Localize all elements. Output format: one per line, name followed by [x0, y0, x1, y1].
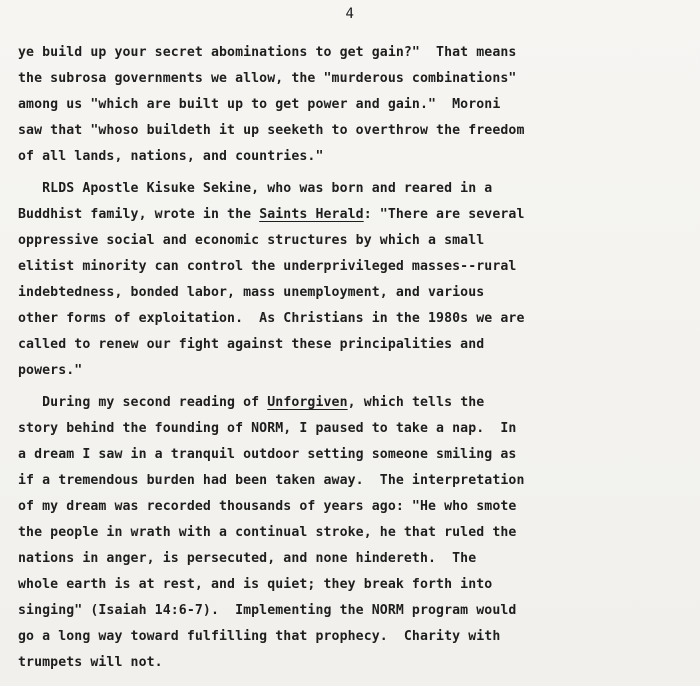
text-segment: of my dream was recorded thousands of years ago: "He who smote: [18, 499, 517, 514]
text-segment: nations in anger, is persecuted, and none hindereth. The: [18, 551, 477, 566]
paragraph-1: [18, 40, 688, 170]
text-line: [18, 280, 688, 306]
page-number: 4: [345, 6, 355, 22]
text-line: [18, 520, 688, 546]
text-segment: trumpets will not.: [18, 655, 163, 670]
text-line: [18, 468, 688, 494]
text-segment: a dream I saw in a tranquil outdoor setting someone smiling as: [18, 447, 517, 462]
text-segment: the subrosa governments we allow, the "murderous combinations": [18, 71, 517, 86]
underlined-title: Unforgiven: [267, 395, 348, 410]
text-line: [18, 228, 688, 254]
text-line: [18, 390, 688, 416]
paragraph-3: [18, 390, 688, 676]
text-line: [18, 624, 688, 650]
text-line: [18, 306, 688, 332]
text-line: [18, 572, 688, 598]
text-segment: of all lands, nations, and countries.": [18, 149, 324, 164]
text-segment: called to renew our fight against these principalities and: [18, 337, 485, 352]
text-line: [18, 546, 688, 572]
document-body: [18, 40, 688, 676]
text-segment: whole earth is at rest, and is quiet; they break forth into: [18, 577, 493, 592]
text-line: [18, 254, 688, 280]
text-segment: if a tremendous burden had been taken away. The interpretation: [18, 473, 525, 488]
text-segment: saw that "whoso buildeth it up seeketh to overthrow the freedom: [18, 123, 525, 138]
text-line: [18, 332, 688, 358]
text-segment: powers.": [18, 363, 83, 378]
text-line: [18, 92, 688, 118]
text-segment: the people in wrath with a continual stroke, he that ruled the: [18, 525, 517, 540]
text-segment: indebtedness, bonded labor, mass unemployment, and various: [18, 285, 485, 300]
text-segment: among us "which are built up to get power and gain." Moroni: [18, 97, 501, 112]
text-segment: oppressive social and economic structures by which a small: [18, 233, 485, 248]
text-line: [18, 358, 688, 384]
text-line: [18, 650, 688, 676]
text-line: [18, 66, 688, 92]
text-line: [18, 442, 688, 468]
text-segment: ye build up your secret abominations to get gain?" That means: [18, 45, 517, 60]
text-segment: : "There are several: [363, 207, 525, 222]
text-segment: , which tells the: [347, 395, 485, 410]
text-line: [18, 176, 688, 202]
text-segment: go a long way toward fulfilling that prophecy. Charity with: [18, 629, 501, 644]
text-segment: During my second reading of: [18, 395, 268, 410]
text-segment: story behind the founding of NORM, I paused to take a nap. In: [18, 421, 517, 436]
text-line: [18, 144, 688, 170]
text-line: [18, 416, 688, 442]
text-segment: Buddhist family, wrote in the: [18, 207, 260, 222]
underlined-title: Saints Herald: [259, 207, 364, 222]
text-line: [18, 598, 688, 624]
text-line: [18, 494, 688, 520]
paragraph-2: [18, 176, 688, 384]
text-segment: elitist minority can control the underprivileged masses--rural: [18, 259, 517, 274]
text-line: [18, 118, 688, 144]
text-line: [18, 40, 688, 66]
text-line: [18, 202, 688, 228]
text-segment: RLDS Apostle Kisuke Sekine, who was born and reared in a: [18, 181, 493, 196]
text-segment: singing" (Isaiah 14:6-7). Implementing the NORM program would: [18, 603, 517, 618]
text-segment: other forms of exploitation. As Christians in the 1980s we are: [18, 311, 525, 326]
